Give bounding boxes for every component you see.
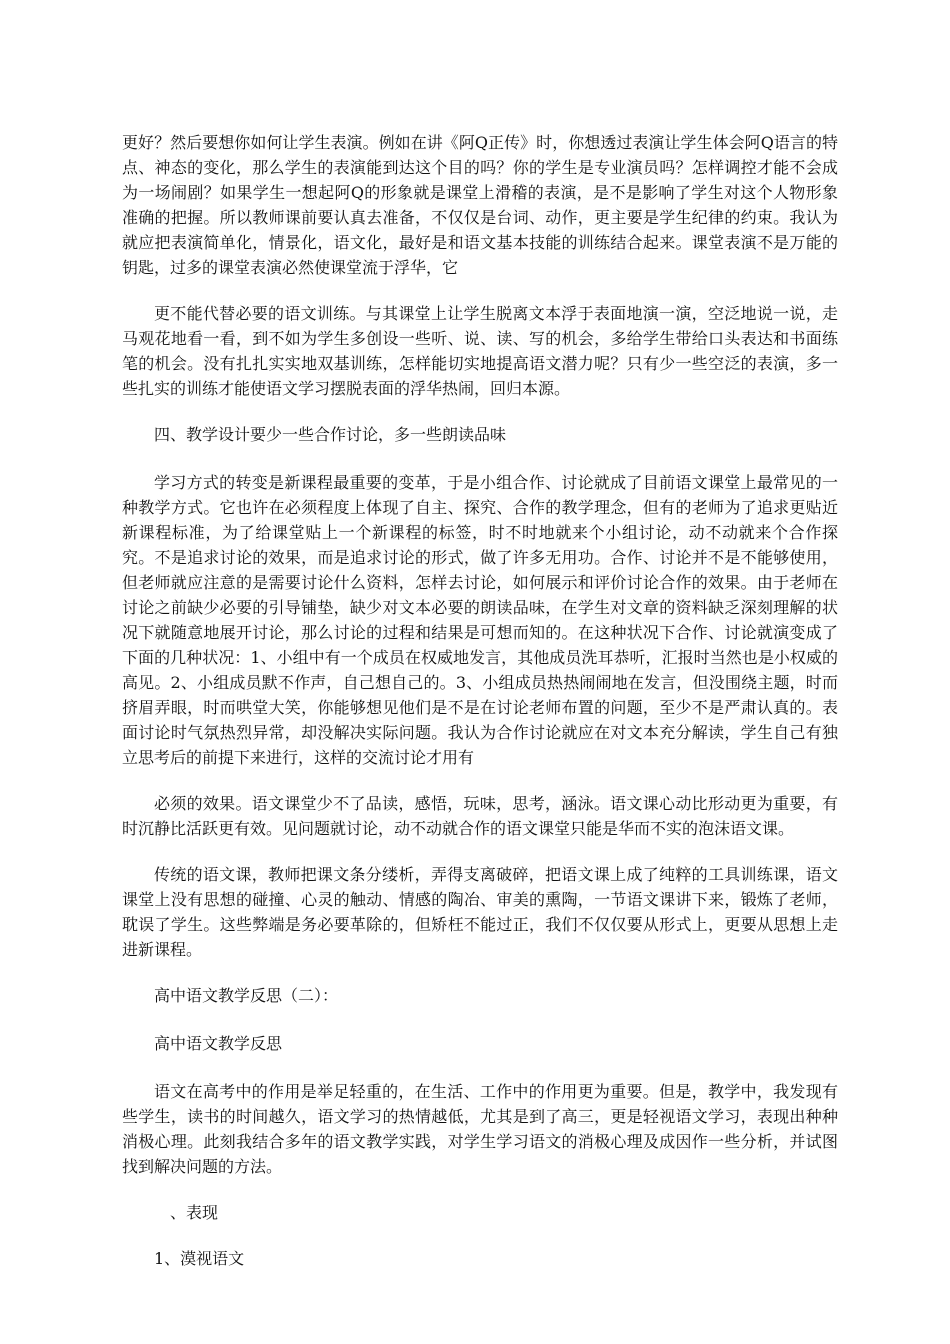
section-heading-4: 四、教学设计要少一些合作讨论，多一些朗读品味 bbox=[154, 425, 507, 444]
article-title-2: 高中语文教学反思（二）： bbox=[154, 986, 339, 1005]
paragraph-4: 必须的效果。语文课堂少不了品读，感悟，玩味，思考，涵泳。语文课心动比形动更为重要，有时沉静比活跃更有效。见问题就讨论，动不动就合作的语文课堂只能是华而不实的泡沫语文课。 bbox=[122, 794, 838, 838]
subsection-heading-1: 1、漠视语文 bbox=[154, 1249, 245, 1268]
article-subtitle: 高中语文教学反思 bbox=[154, 1034, 283, 1053]
paragraph-5: 传统的语文课，教师把课文条分缕析，弄得支离破碎，把语文课上成了纯粹的工具训练课，语文课堂上没有思想的碰撞、心灵的触动、情感的陶冶、审美的熏陶，一节语文课讲下来，锻炼了老师，耽误了学生。这些弊端是务必要革除的，但矫枉不能过正，我们不仅仅要从形式上，更要从思想上走进新课程。 bbox=[122, 865, 838, 959]
paragraph-1: 更好？然后要想你如何让学生表演。例如在讲《阿Q正传》时，你想透过表演让学生体会阿Q语言的特点、神态的变化，那么学生的表演能到达这个目的吗？你的学生是专业演员吗？怎样调控才能不会成为一场闹剧？如果学生一想起阿Q的形象就是课堂上滑稽的表演，是不是影响了学生对这个人物形象准确的把握。所以教师课前要认真去准备，不仅仅是台词、动作，更主要是学生纪律的约束。我认为就应把表演简单化，情景化，语文化，最好是和语文基本技能的训练结合起来。课堂表演不是万能的钥匙，过多的课堂表演必然使课堂流于浮华，它 bbox=[122, 133, 838, 277]
paragraph-3: 学习方式的转变是新课程最重要的变革，于是小组合作、讨论就成了目前语文课堂上最常见的一种教学方式。它也许在必须程度上体现了自主、探究、合作的教学理念，但有的老师为了追求更贴近新课程标准，为了给课堂贴上一个新课程的标签，时不时地就来个小组讨论，动不动就来个合作探究。不是追求讨论的效果，而是追求讨论的形式，做了许多无用功。合作、讨论并不是不能够使用，但老师就应注意的是需要讨论什么资料，怎样去讨论，如何展示和评价讨论合作的效果。由于老师在讨论之前缺少必要的引导铺垫，缺少对文本必要的朗读品味，在学生对文章的资料缺乏深刻理解的状况下就随意地展开讨论，那么讨论的过程和结果是可想而知的。在这种状况下合作、讨论就演变成了下面的几种状况：1、小组中有一个成员在权威地发言，其他成员洗耳恭听，汇报时当然也是小权威的高见。2、小组成员默不作声，自己想自己的。3、小组成员热热闹闹地在发言，但没围绕主题，时而挤眉弄眼，时而哄堂大笑，你能够想见他们是不是在讨论老师布置的问题，至少不是严肃认真的。表面讨论时气氛热烈异常，却没解决实际问题。我认为合作讨论就应在对文本充分解读，学生自己有独立思考后的前提下来进行，这样的交流讨论才用有 bbox=[122, 473, 838, 767]
paragraph-6: 语文在高考中的作用是举足轻重的，在生活、工作中的作用更为重要。但是，教学中，我发现有些学生，读书的时间越久，语文学习的热情越低，尤其是到了高三，更是轻视语文学习，表现出种种消极心理。此刻我结合多年的语文教学实践，对学生学习语文的消极心理及成因作一些分析，并试图找到解决问题的方法。 bbox=[122, 1082, 838, 1176]
document-page bbox=[122, 130, 838, 1294]
paragraph-2: 更不能代替必要的语文训练。与其课堂上让学生脱离文本浮于表面地演一演，空泛地说一说，走马观花地看一看，到不如为学生多创设一些听、说、读、写的机会，多给学生带给口头表达和书面练笔的机会。没有扎扎实实地双基训练，怎样能切实地提高语文潜力呢？只有少一些空泛的表演，多一些扎实的训练才能使语文学习摆脱表面的浮华热闹，回归本源。 bbox=[122, 304, 838, 398]
section-heading-performance: 、表现 bbox=[170, 1203, 219, 1222]
